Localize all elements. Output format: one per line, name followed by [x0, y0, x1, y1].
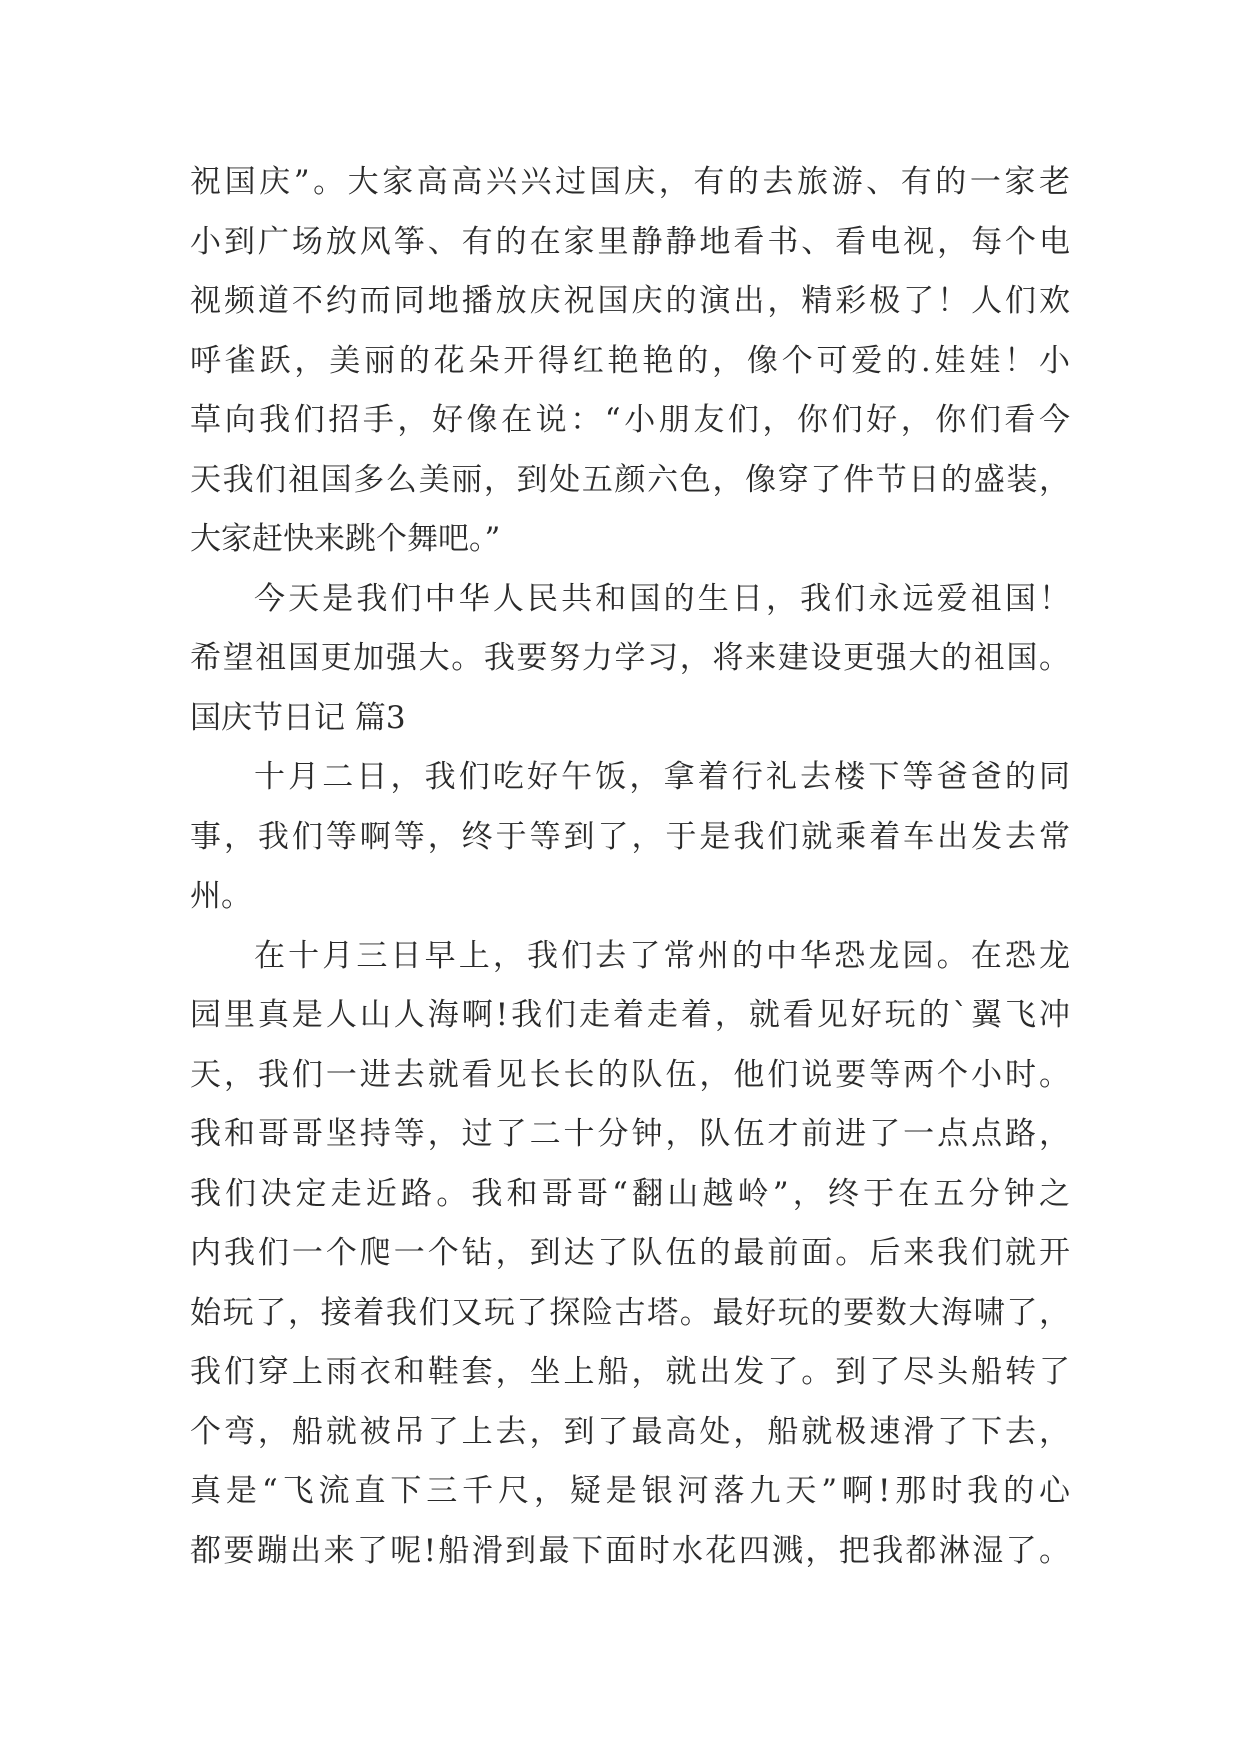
text-line: 真是“飞流直下三千尺，疑是银河落九天”啊!那时我的心 [190, 1473, 1070, 1509]
document-body [190, 153, 1070, 1581]
text-line: 视频道不约而同地播放庆祝国庆的演出，精彩极了！人们欢 [190, 283, 1070, 319]
text-line: 始玩了，接着我们又玩了探险古塔。最好玩的要数大海啸了， [190, 1294, 1070, 1331]
text-line: 内我们一个爬一个钻，到达了队伍的最前面。后来我们就开 [190, 1235, 1070, 1271]
text-line: 在十月三日早上，我们去了常州的中华恐龙园。在恐龙 [254, 937, 1070, 974]
text-line: 十月二日，我们吃好午饭，拿着行礼去楼下等爸爸的同 [254, 759, 1070, 795]
text-line: 希望祖国更加强大。我要努力学习，将来建设更强大的祖国。 [190, 640, 1070, 676]
text-line: 草向我们招手，好像在说：“小朋友们，你们好，你们看今 [190, 402, 1070, 438]
text-line: 天我们祖国多么美丽，到处五颜六色，像穿了件节日的盛装， [190, 461, 1070, 498]
text-line: 园里真是人山人海啊!我们走着走着，就看见好玩的`翼飞冲 [190, 997, 1070, 1033]
text-line: 都要蹦出来了呢!船滑到最下面时水花四溅，把我都淋湿了。 [190, 1532, 1070, 1569]
text-line: 大家赶快来跳个舞吧。” [190, 521, 501, 557]
text-line: 天，我们一进去就看见长长的队伍，他们说要等两个小时。 [190, 1056, 1070, 1093]
text-line: 个弯，船就被吊了上去，到了最高处，船就极速滑了下去， [190, 1413, 1070, 1450]
text-line: 我们穿上雨衣和鞋套，坐上船，就出发了。到了尽头船转了 [190, 1354, 1070, 1390]
text-line: 我们决定走近路。我和哥哥“翻山越岭”，终于在五分钟之 [190, 1175, 1070, 1212]
text-line: 今天是我们中华人民共和国的生日，我们永远爱祖国！ [254, 580, 1070, 617]
text-line: 小到广场放风筝、有的在家里静静地看书、看电视，每个电 [190, 223, 1070, 260]
text-line: 事，我们等啊等，终于等到了，于是我们就乘着车出发去常 [190, 818, 1070, 855]
text-line: 祝国庆”。大家高高兴兴过国庆，有的去旅游、有的一家老 [190, 164, 1070, 200]
section-heading: 国庆节日记 篇3 [190, 699, 406, 736]
text-line: 州。 [190, 878, 252, 914]
text-line: 呼雀跃，美丽的花朵开得红艳艳的，像个可爱的.娃娃！小 [190, 342, 1070, 379]
text-line: 我和哥哥坚持等，过了二十分钟，队伍才前进了一点点路， [190, 1116, 1070, 1152]
